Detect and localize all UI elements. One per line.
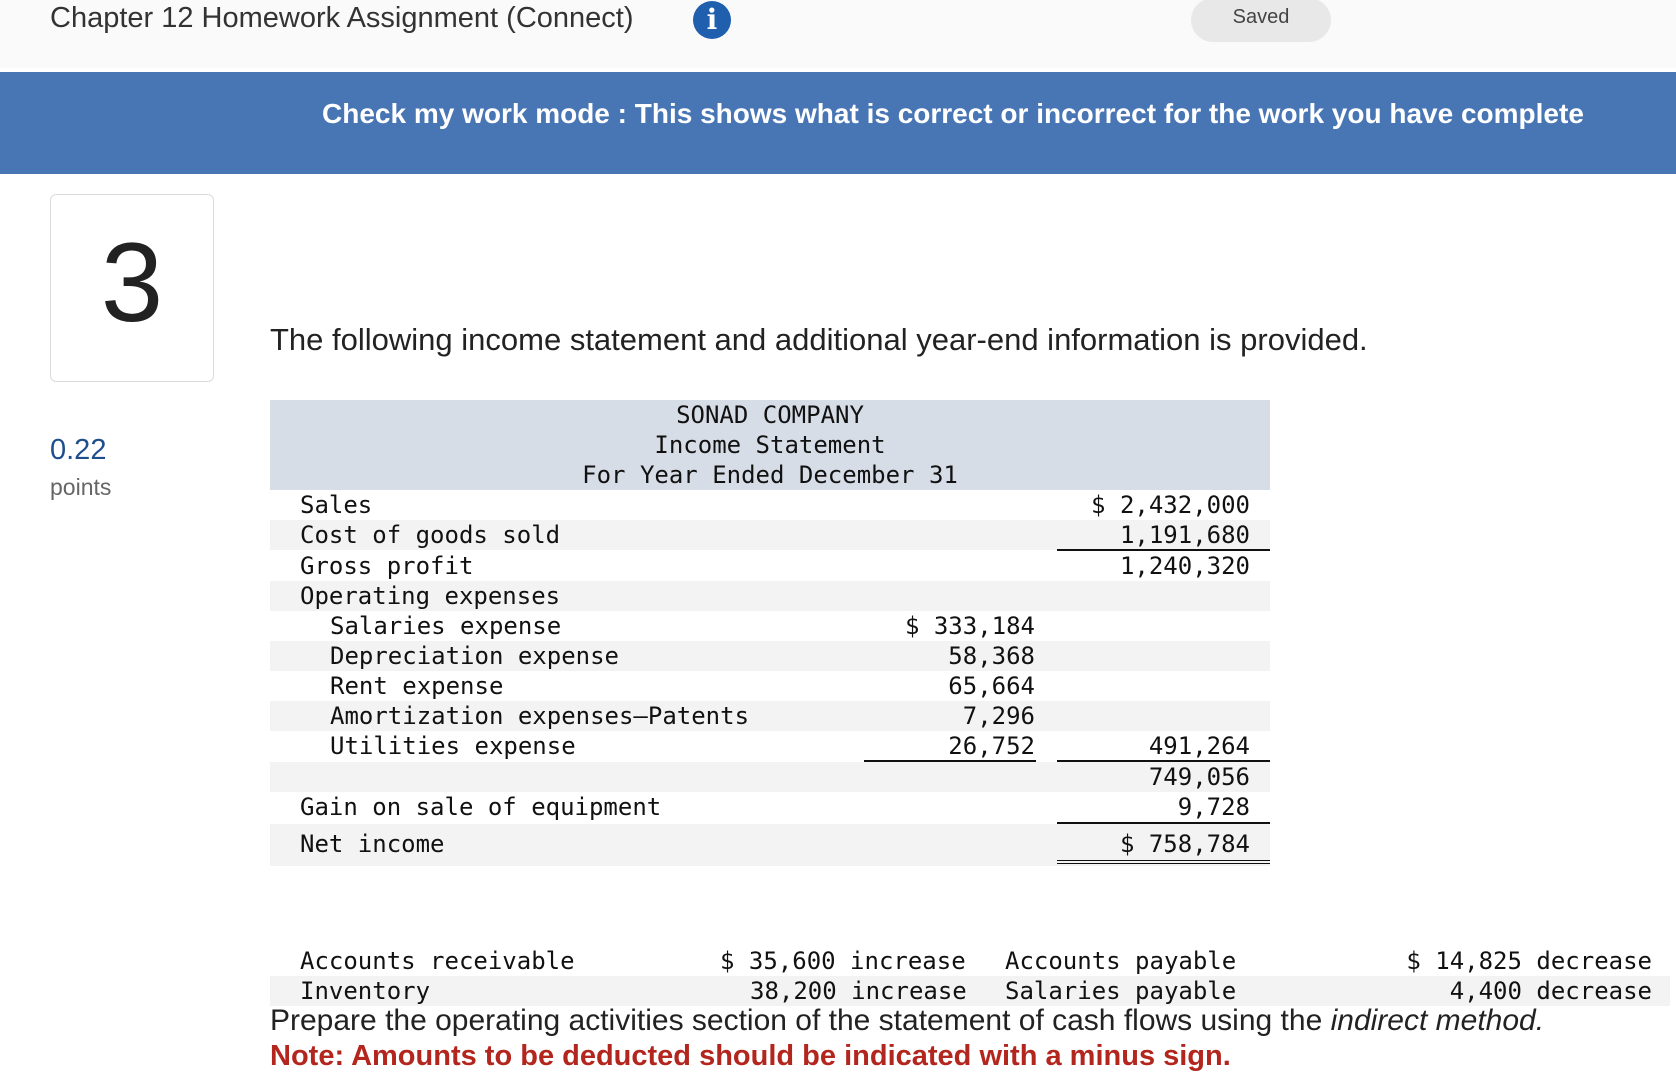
accounts-receivable-label: Accounts receivable — [300, 947, 575, 975]
saved-status-badge: Saved — [1191, 0, 1331, 42]
row-subtotal — [270, 762, 1270, 792]
depreciation-label: Depreciation expense — [330, 642, 619, 670]
gain-label: Gain on sale of equipment — [300, 793, 662, 821]
amortization-label: Amortization expenses—Patents — [330, 702, 750, 730]
question-number-box — [50, 194, 214, 382]
additional-info-table — [270, 946, 1670, 1008]
instructions-text: Prepare the operating activities section of the statement of cash flows using the — [270, 1004, 1331, 1037]
sales-amount: $ 2,432,000 — [1091, 491, 1250, 519]
net-income-label: Net income — [300, 830, 445, 858]
salaries-label: Salaries expense — [330, 612, 562, 640]
additional-info-row-1 — [270, 946, 1670, 976]
row-opex-header — [270, 581, 1270, 611]
info-icon[interactable]: i — [693, 1, 731, 39]
cogs-label: Cost of goods sold — [300, 521, 561, 549]
gain-amount: 9,728 — [1177, 793, 1250, 821]
minus-sign-note: Note: Amounts to be deducted should be indicated with a minus sign. — [270, 1040, 1231, 1072]
depreciation-amount: 58,368 — [948, 642, 1035, 670]
rent-label: Rent expense — [330, 672, 504, 700]
question-number: 3 — [100, 220, 164, 345]
statement-period: For Year Ended December 31 — [582, 461, 958, 489]
statement-name: Income Statement — [654, 431, 886, 459]
row-cogs — [270, 520, 1270, 550]
points-label: points — [50, 474, 112, 500]
utilities-label: Utilities expense — [330, 732, 576, 760]
row-salaries — [270, 611, 1270, 641]
inventory-label: Inventory — [300, 977, 431, 1005]
net-income-double-underline — [1057, 860, 1270, 864]
accounts-payable-change: $ 14,825 decrease — [1406, 947, 1652, 975]
row-rent — [270, 671, 1270, 701]
company-name: SONAD COMPANY — [676, 401, 864, 429]
points-value: 0.22 — [50, 434, 107, 466]
gross-profit-label: Gross profit — [300, 552, 474, 580]
salaries-payable-change: 4,400 decrease — [1449, 977, 1652, 1005]
row-sales — [270, 490, 1270, 520]
salaries-amount: $ 333,184 — [904, 612, 1035, 640]
income-statement — [270, 400, 1270, 858]
accounts-payable-label: Accounts payable — [1005, 947, 1237, 975]
banner-text: Check my work mode : This shows what is correct or incorrect for the work you have complete — [322, 98, 1584, 129]
row-amortization — [270, 701, 1270, 731]
opex-header-label: Operating expenses — [300, 582, 561, 610]
row-depreciation — [270, 641, 1270, 671]
question-prompt: The following income statement and additional year-end information is provided. — [270, 322, 1368, 357]
instructions-method: indirect method. — [1330, 1004, 1545, 1037]
amortization-amount: 7,296 — [962, 702, 1035, 730]
row-gain — [270, 792, 1270, 822]
rent-amount: 65,664 — [948, 672, 1035, 700]
gross-profit-amount: 1,240,320 — [1119, 552, 1250, 580]
row-utilities — [270, 731, 1270, 761]
cogs-amount: 1,191,680 — [1119, 521, 1250, 549]
net-income-amount: $ 758,784 — [1119, 830, 1250, 858]
accounts-receivable-change: $ 35,600 increase — [720, 947, 966, 975]
row-gross-profit — [270, 551, 1270, 581]
utilities-amount: 26,752 — [948, 732, 1035, 760]
salaries-payable-label: Salaries payable — [1005, 977, 1237, 1005]
subtotal-amount: 749,056 — [1148, 763, 1250, 791]
opex-total-amount: 491,264 — [1148, 732, 1250, 760]
instructions — [270, 1004, 1544, 1038]
check-my-work-banner — [0, 72, 1676, 174]
inventory-change: 38,200 increase — [750, 977, 967, 1005]
assignment-title: Chapter 12 Homework Assignment (Connect) — [50, 2, 634, 34]
statement-header — [270, 400, 1270, 490]
additional-info-row-2 — [270, 976, 1670, 1006]
sales-label: Sales — [300, 491, 373, 519]
